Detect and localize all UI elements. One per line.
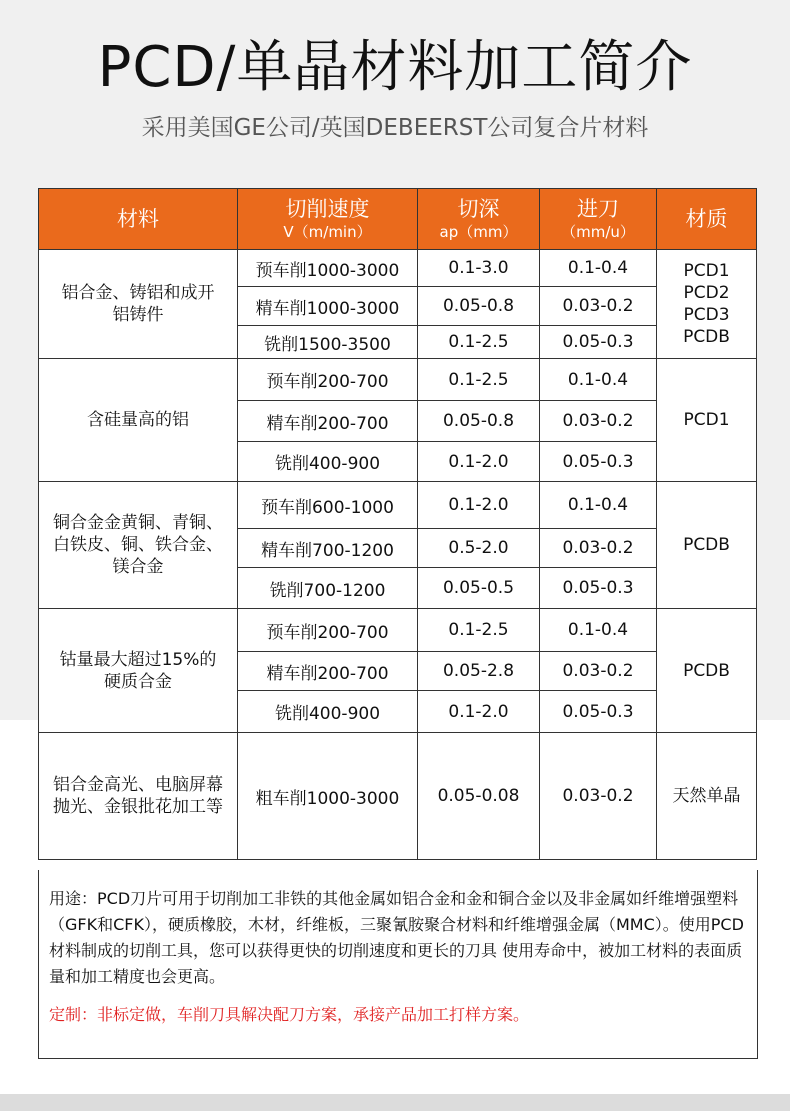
feed-cell: 0.03-0.2 [540,733,657,860]
feed-cell: 0.05-0.3 [540,691,657,733]
usage-text: 用途：PCD刀片可用于切削加工非铁的其他金属如铝合金和金和铜合金以及非金属如纤维增强塑料（GFK和CFK），硬质橡胶，木材，纤维板，三聚氰胺聚合材料和纤维增强金属（MMC）。使用PCD材料制成的切削工具，您可以获得更快的切削速度和更长的刀具 使用寿命中，被加工材料的表面质量和加工精度也会更高。 [49,889,744,986]
feed-cell: 0.1-0.4 [540,250,657,287]
grade-cell [657,250,757,359]
material-cell [39,250,238,359]
depth-cell: 0.1-2.0 [418,691,540,733]
table-body [39,250,757,860]
header-speed: 切削速度 V（m/min） [238,189,418,250]
material-line: 铝合金高光、电脑屏幕 [53,775,223,795]
custom-service-text: 定制：非标定做，车削刀具解决配刀方案，承接产品加工打样方案。 [49,1005,530,1024]
speed-cell: 铣削700-1200 [238,568,418,609]
speed-cell: 精车削700-1200 [238,529,418,568]
table-row [39,359,757,401]
feed-cell: 0.1-0.4 [540,609,657,652]
page-subtitle: 采用美国GE公司/英国DEBEERST公司复合片材料 [141,115,649,141]
grade-line: PCD2 [683,283,730,303]
material-line: 钴量最大超过15%的 [59,649,217,670]
depth-cell: 0.1-2.0 [418,482,540,529]
speed-cell: 精车削200-700 [238,401,418,442]
depth-cell: 0.1-3.0 [418,250,540,287]
material-line: 铝合金、铸铝和成开 [61,283,215,303]
header-depth: 切深 ap（mm） [418,189,540,250]
material-line: 铜合金金黄铜、青铜、 [53,513,223,533]
speed-cell: 预车削200-700 [238,359,418,401]
depth-cell: 0.05-0.8 [418,287,540,326]
grade-cell [657,733,757,860]
grade-cell [657,609,757,733]
grade-line: 天然单晶 [672,786,741,806]
table-row [39,609,757,652]
table-row [39,482,757,529]
depth-cell: 0.5-2.0 [418,529,540,568]
grade-cell [657,482,757,609]
material-cell [39,733,238,860]
material-line: 白铁皮、铜、铁合金、 [53,535,223,555]
material-cell [39,359,238,482]
grade-line: PCDB [683,327,730,347]
speed-cell: 精车削1000-3000 [238,287,418,326]
speed-cell: 铣削1500-3500 [238,326,418,359]
speed-cell: 铣削400-900 [238,691,418,733]
depth-cell: 0.05-2.8 [418,652,540,691]
header-feed-unit: （mm/u） [561,223,635,241]
grade-line: PCD3 [683,305,730,325]
depth-cell: 0.05-0.08 [418,733,540,860]
background-bottom-strip [0,1094,790,1111]
depth-cell: 0.1-2.5 [418,326,540,359]
feed-cell: 0.03-0.2 [540,401,657,442]
depth-cell: 0.1-2.0 [418,442,540,482]
speed-cell: 预车削1000-3000 [238,250,418,287]
feed-cell: 0.1-0.4 [540,359,657,401]
header-grade: 材质 [657,189,757,250]
header-material: 材料 [39,189,238,250]
grade-line: PCD1 [683,410,730,430]
speed-cell: 粗车削1000-3000 [238,733,418,860]
feed-cell: 0.03-0.2 [540,287,657,326]
grade-line: PCD1 [683,261,730,281]
header-speed-unit: V（m/min） [283,223,372,241]
feed-cell: 0.1-0.4 [540,482,657,529]
depth-cell: 0.1-2.5 [418,609,540,652]
speed-cell: 铣削400-900 [238,442,418,482]
grade-line: PCDB [683,660,730,681]
depth-cell: 0.1-2.5 [418,359,540,401]
feed-cell: 0.05-0.3 [540,568,657,609]
table-row [39,733,757,860]
speed-cell: 预车削600-1000 [238,482,418,529]
material-line: 抛光、金银批花加工等 [53,797,223,817]
header-feed: 进刀 （mm/u） [540,189,657,250]
page-title: PCD/单晶材料加工简介 [97,35,693,100]
speed-cell: 预车削200-700 [238,609,418,652]
material-cell [39,482,238,609]
notes-box [38,870,758,1059]
material-line: 硬质合金 [104,671,172,692]
speed-cell: 精车削200-700 [238,652,418,691]
material-line: 镁合金 [112,557,164,577]
grade-cell [657,359,757,482]
header-depth-unit: ap（mm） [439,223,518,241]
feed-cell: 0.03-0.2 [540,652,657,691]
depth-cell: 0.05-0.5 [418,568,540,609]
feed-cell: 0.05-0.3 [540,326,657,359]
material-line: 含硅量高的铝 [87,410,189,430]
grade-line: PCDB [683,535,730,555]
material-line: 铝铸件 [112,305,164,325]
material-cell [39,609,238,733]
table-row [39,250,757,287]
feed-cell: 0.03-0.2 [540,529,657,568]
table-header-row [39,189,757,250]
depth-cell: 0.05-0.8 [418,401,540,442]
spec-table [38,188,757,860]
feed-cell: 0.05-0.3 [540,442,657,482]
